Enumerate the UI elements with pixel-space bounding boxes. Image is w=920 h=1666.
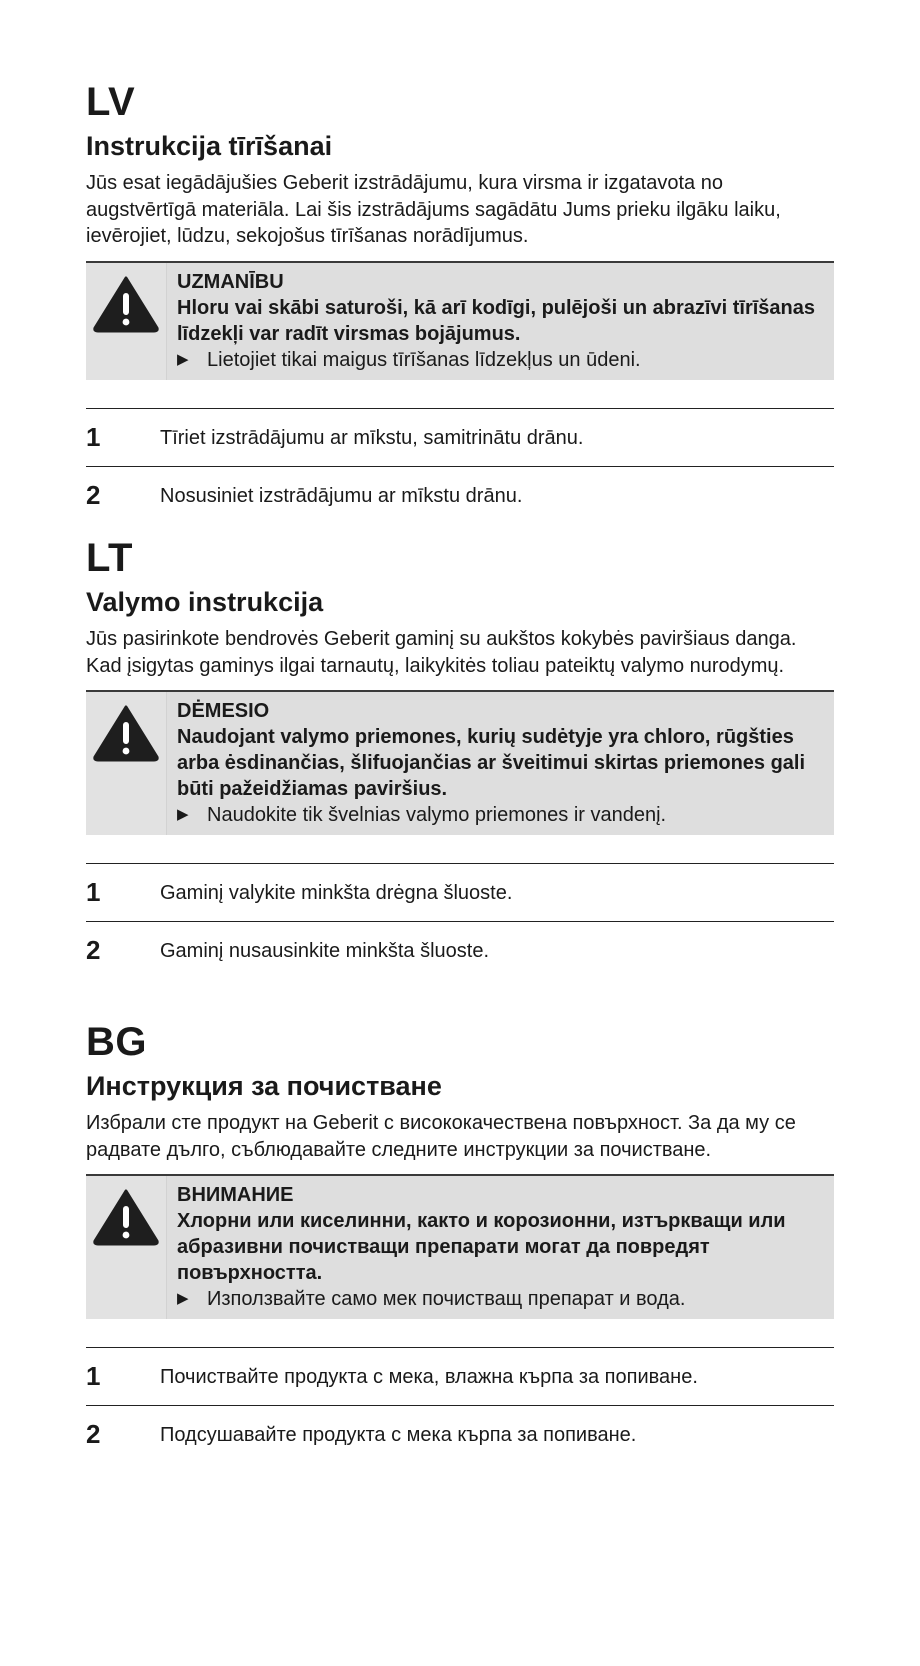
- warning-box: [86, 690, 834, 835]
- warning-triangle-icon: [92, 1188, 160, 1246]
- warning-icon-column: [86, 1176, 167, 1319]
- step-row: [86, 921, 834, 979]
- arrow-right-icon: ▶: [177, 806, 189, 823]
- step-number: 2: [86, 1419, 101, 1449]
- section-heading: Valymo instrukcija: [86, 587, 324, 617]
- intro-paragraph: Jūs esat iegādājušies Geberit izstrādājumu, kura virsma ir izgatavota no augstvērtīgā materiāla. Lai šis izstrādājums sagādātu Jums prieku ilgāku laiku, ievērojiet, lūdzu, sekojošus tīrīšanas norādījumus.: [86, 172, 781, 247]
- steps-list: [86, 1347, 834, 1463]
- warning-title: DĖMESIO: [177, 700, 270, 722]
- warning-box: [86, 261, 834, 380]
- intro-paragraph: Jūs pasirinkote bendrovės Geberit gaminį su aukštos kokybės paviršiaus danga. Kad įsigytas gaminys ilgai tarnautų, laikykitės toliau pateiktų valymo nurodymų.: [86, 628, 797, 677]
- step-row: [86, 1405, 834, 1463]
- language-code: LV: [86, 80, 136, 124]
- step-number: 2: [86, 935, 101, 965]
- section-heading: Instrukcija tīrīšanai: [86, 131, 333, 161]
- warning-text: Naudojant valymo priemones, kurių sudėtyje yra chloro, rūgšties arba ėsdinančias, šlifuojančias ar šveitimui skirtas priemones gali būti pažeidžiamas paviršius.: [177, 726, 806, 800]
- step-number: 1: [86, 421, 101, 452]
- step-text: Gaminį valykite minkšta drėgna šluoste.: [160, 882, 513, 904]
- step-row: [86, 1347, 834, 1405]
- language-section-lt: [86, 536, 834, 979]
- arrow-right-icon: ▶: [177, 350, 189, 368]
- arrow-right-icon: ▶: [177, 1290, 189, 1307]
- warning-content: [167, 692, 834, 835]
- warning-triangle-icon: [92, 275, 160, 333]
- warning-text: Hloru vai skābi saturoši, kā arī kodīgi, pulējoši un abrazīvi tīrīšanas līdzekļi var radīt virsmas bojājumus.: [177, 296, 815, 345]
- language-code: LT: [86, 536, 133, 580]
- step-text: Tīriet izstrādājumu ar mīkstu, samitrinātu drānu.: [160, 426, 584, 449]
- section-heading: Инструкция за почистване: [86, 1071, 442, 1101]
- warning-title: UZMANĪBU: [177, 270, 284, 293]
- language-code: BG: [86, 1020, 147, 1064]
- step-text: Gaminį nusausinkite minkšta šluoste.: [160, 940, 490, 962]
- step-row: [86, 408, 834, 466]
- warning-box: [86, 1174, 834, 1319]
- warning-action-text: Lietojiet tikai maigus tīrīšanas līdzekļus un ūdeni.: [207, 348, 641, 371]
- step-number: 1: [86, 877, 101, 907]
- step-row: [86, 466, 834, 524]
- warning-icon-column: [86, 692, 167, 835]
- warning-action: [177, 347, 824, 373]
- step-text: Почиствайте продукта с мека, влажна кърпа за попиване.: [160, 1366, 698, 1388]
- warning-triangle-icon: [92, 704, 160, 762]
- language-section-bg: [86, 1020, 834, 1463]
- intro-paragraph: Избрали сте продукт на Geberit с висококачествена повърхност. За да му се радвате дълго, съблюдавайте следните инструкции за почистване.: [86, 1112, 796, 1161]
- step-number: 2: [86, 479, 101, 510]
- warning-title: ВНИМАНИЕ: [177, 1184, 294, 1206]
- language-section-lv: [86, 80, 834, 524]
- step-text: Nosusiniet izstrādājumu ar mīkstu drānu.: [160, 484, 523, 507]
- step-text: Подсушавайте продукта с мека кърпа за попиване.: [160, 1424, 637, 1446]
- warning-action: [177, 1286, 824, 1312]
- step-row: [86, 863, 834, 921]
- warning-content: [167, 263, 834, 380]
- warning-action-text: Използвайте само мек почистващ препарат и вода.: [207, 1288, 686, 1310]
- warning-action: [177, 802, 824, 828]
- warning-text: Хлорни или киселинни, както и корозионни, изтъркващи или абразивни почистващи препарати могат да повредят повърхността.: [177, 1210, 786, 1284]
- warning-icon-column: [86, 263, 167, 380]
- warning-action-text: Naudokite tik švelnias valymo priemones ir vandenį.: [207, 804, 667, 826]
- warning-content: [167, 1176, 834, 1319]
- steps-list: [86, 408, 834, 524]
- step-number: 1: [86, 1361, 101, 1391]
- steps-list: [86, 863, 834, 979]
